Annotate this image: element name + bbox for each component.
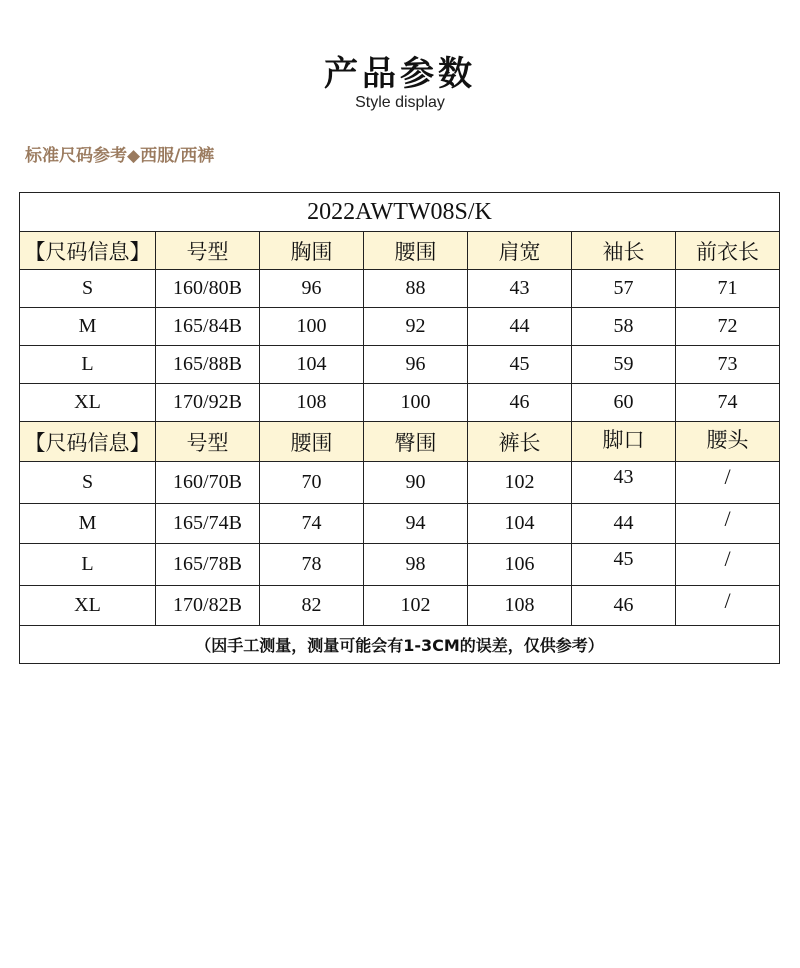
header-cell: 胸围 [260, 232, 364, 270]
size-cell: S [20, 462, 156, 504]
table-row [20, 384, 780, 422]
table-cell: 108 [468, 586, 572, 626]
table-cell: 106 [468, 544, 572, 586]
table-cell: / [676, 504, 780, 544]
table-cell: 88 [364, 270, 468, 308]
table-row [20, 586, 780, 626]
table-cell: 100 [364, 384, 468, 422]
table-cell: 170/92B [156, 384, 260, 422]
table-cell: 59 [572, 346, 676, 384]
table-cell: 43 [572, 462, 676, 504]
page-subtitle: Style display [355, 94, 445, 111]
table-cell: 74 [676, 384, 780, 422]
table-cell: 44 [468, 308, 572, 346]
header-cell: 腰头 [676, 422, 780, 462]
table-cell: 160/70B [156, 462, 260, 504]
table-row [20, 270, 780, 308]
table-cell: 58 [572, 308, 676, 346]
table-cell: 90 [364, 462, 468, 504]
table-cell: 73 [676, 346, 780, 384]
header-cell: 腰围 [260, 422, 364, 462]
table-cell: / [676, 462, 780, 504]
size-cell: XL [20, 384, 156, 422]
table-cell: 60 [572, 384, 676, 422]
table-cell: 98 [364, 544, 468, 586]
table-row [20, 544, 780, 586]
table-cell: 104 [468, 504, 572, 544]
header-cell: 前衣长 [676, 232, 780, 270]
header-cell: 号型 [156, 422, 260, 462]
table-row [20, 308, 780, 346]
size-cell: S [20, 270, 156, 308]
table-cell: 94 [364, 504, 468, 544]
table-cell: 72 [676, 308, 780, 346]
size-cell: L [20, 544, 156, 586]
model-row [20, 193, 780, 232]
table-cell: 46 [572, 586, 676, 626]
header-cell: 肩宽 [468, 232, 572, 270]
table-cell: 44 [572, 504, 676, 544]
model-number: 2022AWTW08S/K [20, 193, 780, 232]
table-cell: 74 [260, 504, 364, 544]
table-cell: 165/88B [156, 346, 260, 384]
note-row [20, 626, 780, 664]
header-cell: 臀围 [364, 422, 468, 462]
table-cell: 102 [468, 462, 572, 504]
table-cell: 96 [364, 346, 468, 384]
header-cell: 【尺码信息】 [20, 232, 156, 270]
table-row [20, 504, 780, 544]
table-cell: 70 [260, 462, 364, 504]
measurement-note: （因手工测量，测量可能会有1-3CM的误差，仅供参考） [20, 626, 780, 664]
header-cell: 裤长 [468, 422, 572, 462]
size-chart-table [19, 192, 780, 664]
table-cell: 165/84B [156, 308, 260, 346]
table-cell: 170/82B [156, 586, 260, 626]
table-cell: 160/80B [156, 270, 260, 308]
table-cell: / [676, 586, 780, 626]
table-cell: / [676, 544, 780, 586]
table-cell: 96 [260, 270, 364, 308]
table-cell: 57 [572, 270, 676, 308]
header-cell: 【尺码信息】 [20, 422, 156, 462]
table-cell: 108 [260, 384, 364, 422]
table-cell: 92 [364, 308, 468, 346]
section-label: 标准尺码参考◆西服/西裤 [25, 146, 215, 166]
table-cell: 45 [572, 544, 676, 586]
size-cell: M [20, 504, 156, 544]
top-header-row [20, 232, 780, 270]
bottom-header-row [20, 422, 780, 462]
table-cell: 43 [468, 270, 572, 308]
table-cell: 165/78B [156, 544, 260, 586]
header-cell: 腰围 [364, 232, 468, 270]
table-cell: 82 [260, 586, 364, 626]
table-cell: 46 [468, 384, 572, 422]
table-cell: 100 [260, 308, 364, 346]
table-cell: 165/74B [156, 504, 260, 544]
size-cell: M [20, 308, 156, 346]
header-cell: 袖长 [572, 232, 676, 270]
table-row [20, 346, 780, 384]
size-cell: L [20, 346, 156, 384]
header-cell: 号型 [156, 232, 260, 270]
page-title: 产品参数 [324, 54, 476, 94]
table-cell: 78 [260, 544, 364, 586]
size-cell: XL [20, 586, 156, 626]
table-row [20, 462, 780, 504]
table-cell: 45 [468, 346, 572, 384]
header-cell: 脚口 [572, 422, 676, 462]
table-cell: 104 [260, 346, 364, 384]
table-cell: 71 [676, 270, 780, 308]
table-cell: 102 [364, 586, 468, 626]
